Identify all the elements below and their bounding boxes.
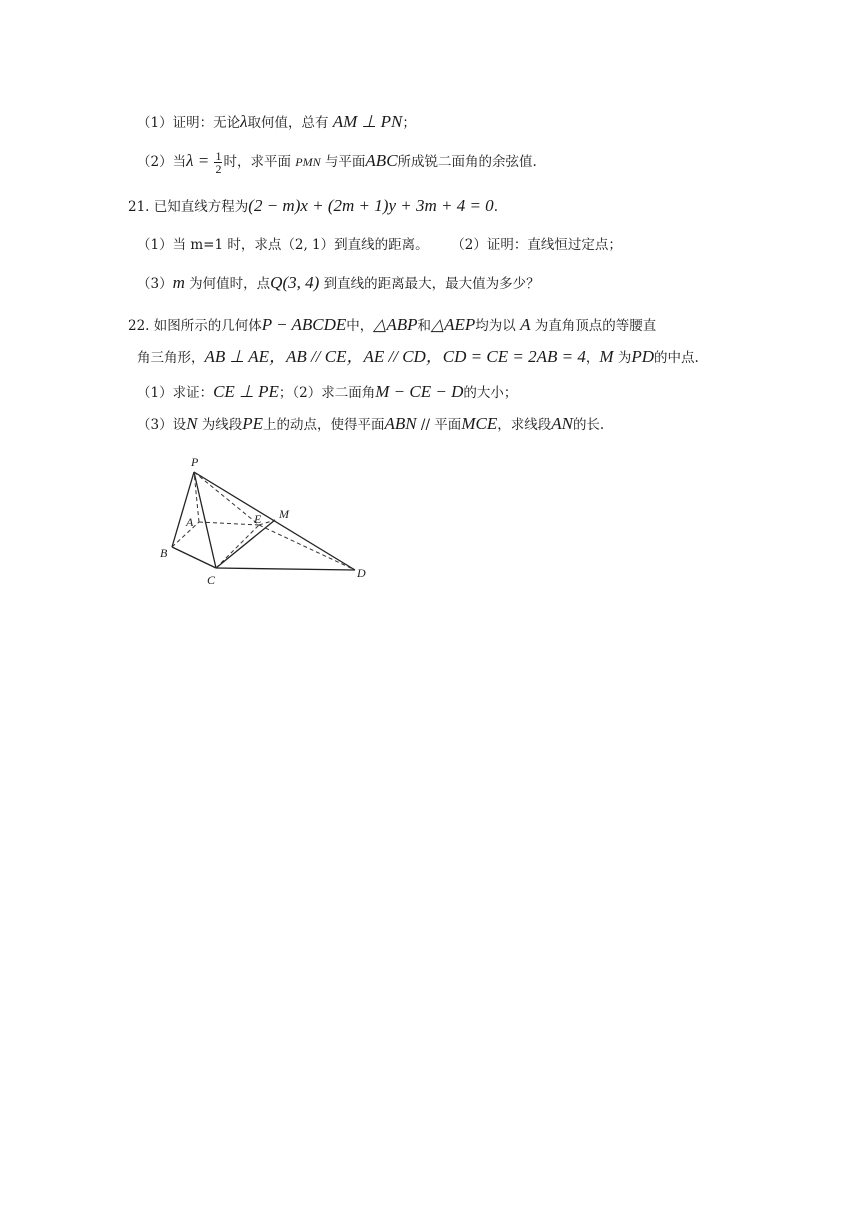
label-a: A bbox=[186, 515, 194, 529]
edge-cd bbox=[216, 568, 355, 570]
math-pe: PE bbox=[242, 414, 264, 433]
q21-stem: 21. 已知直线方程为(2 − m)x + (2m + 1)y + 3m + 4 = 0. bbox=[128, 196, 498, 215]
edge-bc bbox=[172, 547, 216, 568]
edge-pc bbox=[194, 472, 216, 568]
q22-part3: （3）设N 为线段PE上的动点，使得平面ABN // 平面MCE，求线段AN的长. bbox=[137, 414, 605, 433]
label-e: E bbox=[254, 512, 262, 526]
question-number: 22. bbox=[128, 318, 150, 334]
math-m: m bbox=[172, 273, 185, 292]
question-number: 21. bbox=[128, 199, 150, 215]
math-triangle-abp: △ABP bbox=[373, 315, 418, 334]
label-m: M bbox=[279, 507, 289, 521]
hidden-edges bbox=[172, 472, 355, 570]
math-n: N bbox=[186, 414, 198, 433]
edge-ae bbox=[199, 522, 259, 525]
geometry-figure bbox=[155, 450, 385, 590]
label-p: P bbox=[191, 455, 199, 469]
math-abn: ABN bbox=[384, 414, 417, 433]
edge-pb bbox=[172, 472, 194, 547]
q22-stem-line2: 角三角形，AB ⊥ AE，AB // CE，AE // CD，CD = CE = 2AB = 4，M 为PD的中点. bbox=[137, 347, 699, 366]
math-pmn: PMN bbox=[295, 155, 321, 169]
fraction-one-half: $\frac{1}{2}$ bbox=[215, 149, 222, 176]
math-abc: ABC bbox=[365, 151, 398, 170]
edge-cm bbox=[216, 520, 275, 568]
math-pd: PD bbox=[631, 347, 654, 366]
math-point-q: Q(3, 4) bbox=[270, 273, 320, 292]
edge-ap bbox=[194, 472, 199, 522]
math-am-perp-pn: AM ⊥ PN bbox=[332, 112, 403, 131]
math-dihedral: M − CE − D bbox=[375, 382, 464, 401]
math-ce-perp-pe: CE ⊥ PE bbox=[213, 382, 279, 401]
math-solid: P − ABCDE bbox=[261, 315, 347, 334]
math-vertex-a: A bbox=[520, 315, 531, 334]
edge-ed bbox=[259, 525, 355, 570]
math-conditions: AB ⊥ AE，AB // CE，AE // CD，CD = CE = 2AB = 4 bbox=[204, 347, 586, 366]
math-line-equation: (2 − m)x + (2m + 1)y + 3m + 4 = 0 bbox=[248, 196, 494, 215]
solid-edges bbox=[172, 472, 355, 570]
q21-part3: （3）m 为何值时，点Q(3, 4) 到直线的距离最大，最大值为多少？ bbox=[137, 273, 540, 292]
math-mce: MCE bbox=[461, 414, 498, 433]
edge-ce bbox=[216, 525, 259, 568]
q20-part1: （1）证明：无论λ取何值，总有 AM ⊥ PN； bbox=[137, 112, 416, 131]
q20-part2: （2）当λ = $\frac{1}{2}$ 时，求平面 PMN 与平面ABC所成锐二面角的余弦值. bbox=[137, 149, 537, 176]
q22-stem-line1: 22. 如图所示的几何体P − ABCDE中，△ABP和△AEP均为以 A 为直角顶点的等腰直 bbox=[128, 315, 657, 334]
label-c: C bbox=[207, 573, 216, 587]
lambda-symbol: λ bbox=[240, 112, 248, 131]
math-triangle-aep: △AEP bbox=[431, 315, 476, 334]
label-d: D bbox=[357, 566, 366, 580]
q22-parts-1-2: （1）求证：CE ⊥ PE；（2）求二面角M − CE − D的大小； bbox=[137, 382, 518, 401]
math-m-point: M bbox=[599, 347, 614, 366]
q21-parts-1-2: （1）当 m=1 时，求点（2, 1）到直线的距离。 （2）证明：直线恒过定点； bbox=[137, 237, 622, 253]
label-b: B bbox=[160, 546, 168, 560]
math-lambda-eq: λ = bbox=[186, 151, 210, 170]
math-an: AN bbox=[551, 414, 573, 433]
